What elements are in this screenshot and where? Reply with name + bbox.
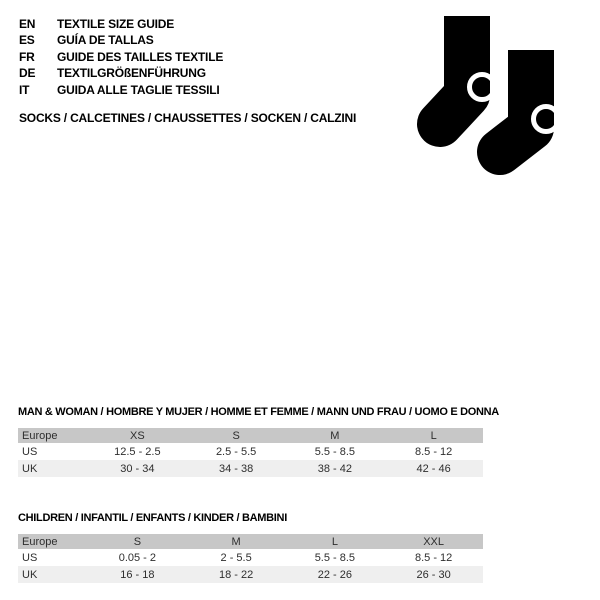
- language-label: GUIDE DES TAILLES TEXTILE: [57, 49, 224, 64]
- table-row: [18, 566, 483, 583]
- size-cell: 0.05 - 2: [118, 551, 157, 564]
- size-cell: 2.5 - 5.5: [215, 445, 257, 458]
- size-cell: 5.5 - 8.5: [314, 445, 356, 458]
- language-code: FR: [19, 49, 35, 64]
- language-row-fr: [19, 49, 223, 65]
- size-cell: 8.5 - 12: [414, 445, 453, 458]
- size-table-man-woman: [18, 428, 483, 477]
- table-section-children: [18, 512, 483, 583]
- sock-right: [500, 50, 559, 152]
- table-row: [18, 549, 483, 566]
- size-cell: 18 - 22: [219, 568, 254, 581]
- language-code: EN: [19, 17, 36, 31]
- size-cell: 34 - 38: [219, 462, 254, 475]
- column-header: S: [133, 535, 142, 548]
- row-label: UK: [22, 568, 38, 581]
- row-label: US: [22, 445, 38, 458]
- language-row-de: [19, 65, 223, 81]
- table-row: [18, 443, 483, 460]
- column-header: XXL: [423, 535, 445, 548]
- language-list: [19, 16, 223, 98]
- language-code: ES: [19, 33, 35, 48]
- table-title: MAN & WOMAN / HOMBRE Y MUJER / HOMME ET FEMME / MANN UND FRAU / UOMO E DONNA: [18, 406, 499, 418]
- column-header: L: [331, 535, 338, 548]
- size-cell: 22 - 26: [317, 568, 352, 581]
- size-table-children: [18, 534, 483, 583]
- language-code: IT: [19, 82, 30, 97]
- language-label: TEXTILGRÖßENFÜHRUNG: [57, 66, 206, 81]
- table-header-row: [18, 428, 483, 443]
- language-code: DE: [19, 66, 36, 81]
- size-cell: 8.5 - 12: [414, 551, 453, 564]
- size-cell: 30 - 34: [120, 462, 155, 475]
- column-header: Europe: [22, 535, 58, 548]
- column-header: L: [430, 429, 437, 442]
- language-row-en: [19, 16, 223, 32]
- column-header: M: [330, 429, 340, 442]
- size-cell: 38 - 42: [317, 462, 352, 475]
- table-title: CHILDREN / INFANTIL / ENFANTS / KINDER / BAMBINI: [18, 512, 287, 524]
- size-cell: 16 - 18: [120, 568, 155, 581]
- socks-icon: [400, 10, 575, 185]
- row-label: UK: [22, 462, 38, 475]
- size-cell: 26 - 30: [416, 568, 451, 581]
- sock-left: [440, 16, 495, 124]
- language-row-es: [19, 32, 223, 48]
- row-label: US: [22, 551, 38, 564]
- size-cell: 12.5 - 2.5: [114, 445, 161, 458]
- column-header: S: [232, 429, 240, 442]
- table-section-man-woman: [18, 406, 499, 477]
- table-row: [18, 460, 483, 477]
- language-label: GUÍA DE TALLAS: [57, 33, 154, 48]
- column-header: Europe: [22, 429, 58, 442]
- table-header-row: [18, 534, 483, 549]
- size-cell: 5.5 - 8.5: [314, 551, 356, 564]
- size-cell: 2 - 5.5: [220, 551, 252, 564]
- language-label: GUIDA ALLE TAGLIE TESSILI: [57, 82, 220, 97]
- size-cell: 42 - 46: [416, 462, 451, 475]
- column-header: M: [231, 535, 241, 548]
- column-header: XS: [130, 429, 145, 442]
- language-row-it: [19, 82, 223, 98]
- language-label: TEXTILE SIZE GUIDE: [57, 17, 175, 31]
- category-title: SOCKS / CALCETINES / CHAUSSETTES / SOCKEN / CALZINI: [19, 111, 357, 125]
